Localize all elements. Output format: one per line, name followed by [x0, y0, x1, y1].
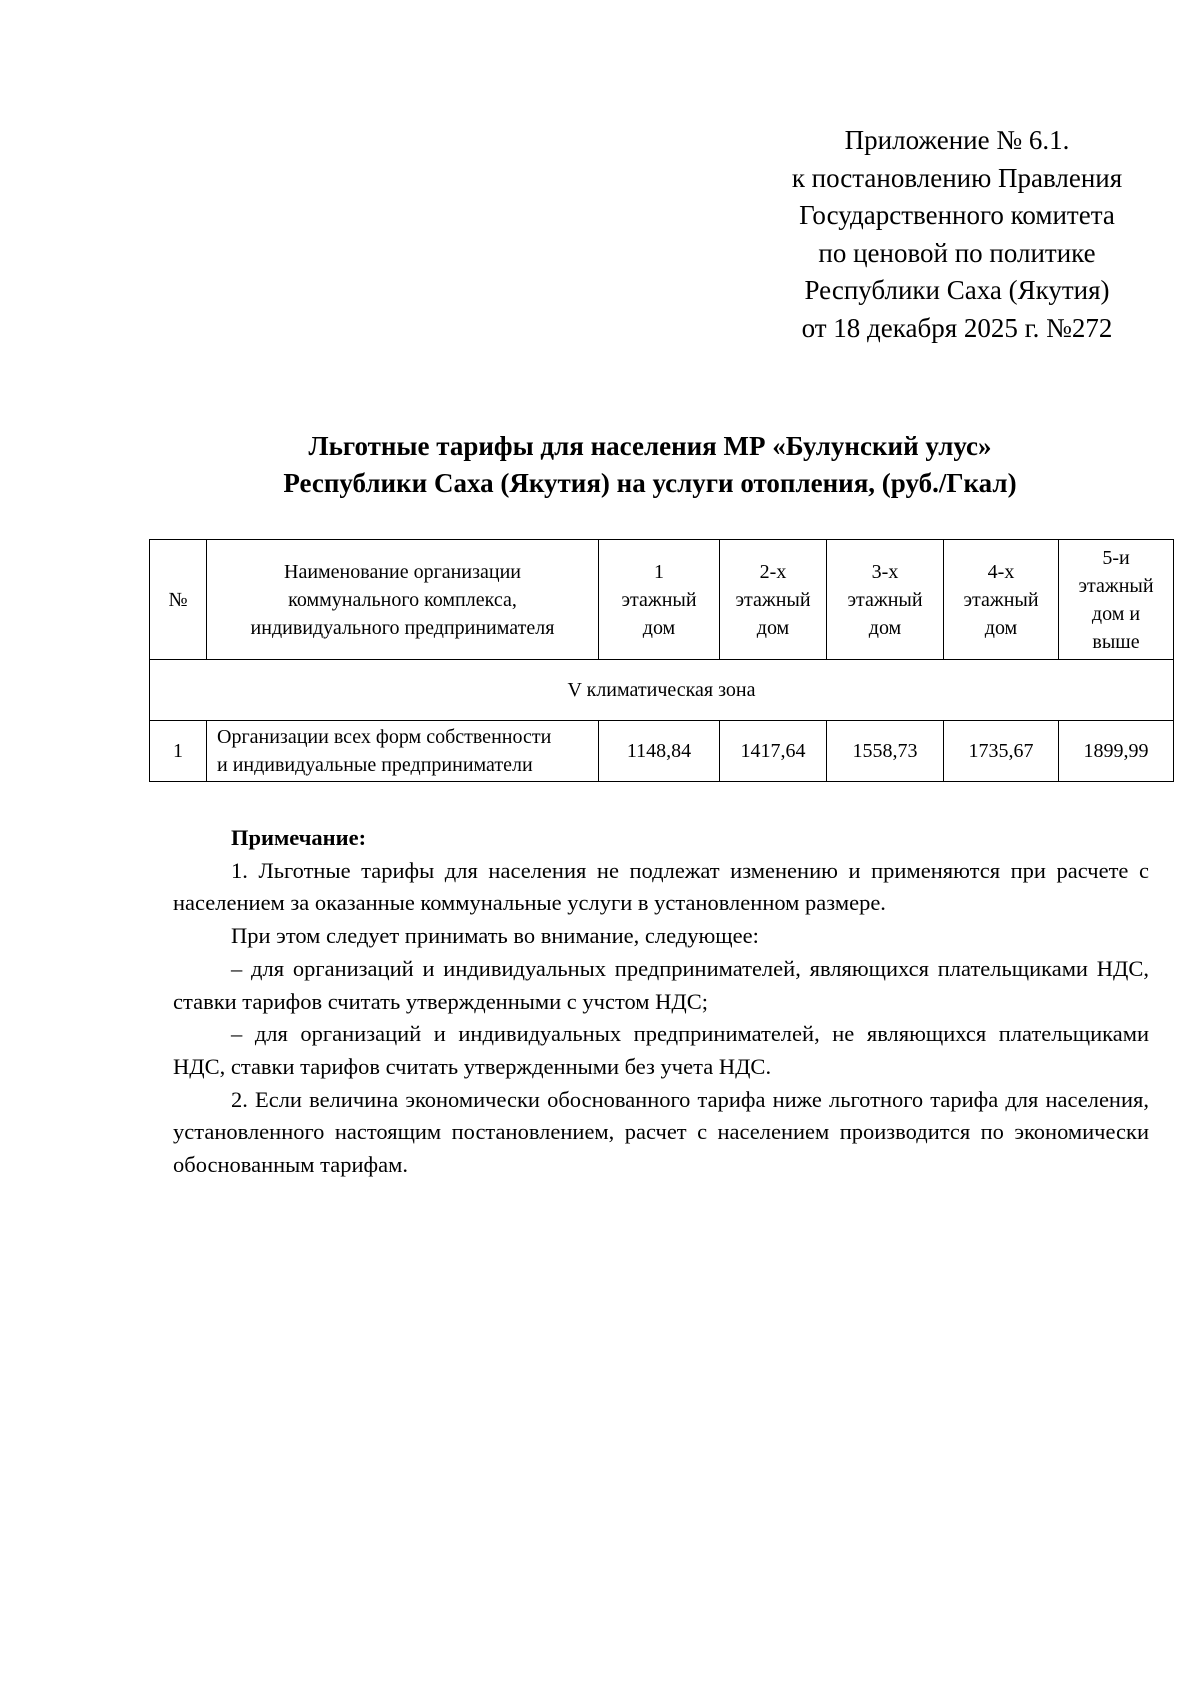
header-text: этажный: [963, 588, 1039, 611]
header-text: 5-и: [1102, 546, 1130, 569]
header-text: коммунального комплекса,: [288, 588, 517, 611]
header-floor-4: [944, 540, 1059, 660]
header-text: 1: [654, 560, 664, 583]
table-header-row: [150, 540, 1174, 660]
header-text: дом и: [1091, 602, 1141, 625]
appendix-line: от 18 декабря 2025 г. №272: [801, 312, 1113, 343]
header-floor-5: [1059, 540, 1174, 660]
document-title: [150, 428, 1150, 502]
notes-heading: Примечание:: [231, 825, 367, 850]
header-text: этажный: [847, 588, 923, 611]
header-number: №: [150, 540, 207, 660]
notes-section: [173, 822, 1149, 1182]
tariff-table: [149, 539, 1174, 782]
header-text: дом: [868, 616, 902, 639]
row-number: 1: [150, 721, 207, 782]
header-floor-2: [720, 540, 827, 660]
cell-text: и индивидуальные предприниматели: [217, 754, 533, 776]
appendix-header: [762, 122, 1152, 347]
table-row: [150, 721, 1174, 782]
header-text: этажный: [1078, 574, 1154, 597]
appendix-line: по ценовой по политике: [818, 237, 1096, 268]
header-text: индивидуального предпринимателя: [250, 616, 555, 639]
header-text: 3-х: [871, 560, 899, 583]
row-floor-5-value: 1899,99: [1059, 721, 1174, 782]
note-paragraph: – для организаций и индивидуальных предпринимателей, не являющихся плательщиками НДС, ставки тарифов считать утвержденными без учета НДС.: [173, 1021, 1149, 1079]
note-paragraph: 2. Если величина экономически обоснованного тарифа ниже льготного тарифа для населения, установленного настоящим постановлением, расчет с населением производится по экономически обоснованным тарифам.: [173, 1086, 1149, 1178]
row-organization: [207, 721, 599, 782]
appendix-line: Республики Саха (Якутия): [804, 275, 1110, 305]
header-text: дом: [984, 616, 1018, 639]
row-floor-3-value: 1558,73: [827, 721, 944, 782]
header-text: 2-х: [759, 560, 787, 583]
header-text: дом: [756, 616, 790, 639]
title-line: Республики Саха (Якутия) на услуги отопления, (руб./Гкал): [283, 468, 1017, 498]
header-text: 4-х: [987, 560, 1015, 583]
title-line: Льготные тарифы для населения МР «Булунский улус»: [308, 431, 992, 461]
header-organization: [207, 540, 599, 660]
header-text: этажный: [735, 588, 811, 611]
appendix-line: к постановлению Правления: [791, 162, 1123, 193]
table-zone-row: [150, 660, 1174, 721]
climate-zone-label: V климатическая зона: [150, 660, 1174, 721]
header-text: выше: [1092, 630, 1140, 653]
header-floor-3: [827, 540, 944, 660]
cell-text: Организации всех форм собственности: [217, 726, 552, 748]
note-paragraph: – для организаций и индивидуальных предпринимателей, являющихся плательщиками НДС, ставки тарифов считать утвержденными с учстом НДС;: [173, 955, 1149, 1014]
header-text: дом: [642, 616, 676, 639]
header-text: Наименование организации: [284, 560, 521, 583]
row-floor-4-value: 1735,67: [944, 721, 1059, 782]
header-floor-1: [599, 540, 720, 660]
note-paragraph: При этом следует принимать во внимание, следующее:: [231, 923, 759, 949]
appendix-line: Государственного комитета: [799, 200, 1115, 230]
header-text: этажный: [621, 588, 697, 611]
note-paragraph: 1. Льготные тарифы для населения не подлежат изменению и применяются при расчете с населением за оказанные коммунальные услуги в установленном размере.: [173, 857, 1149, 916]
appendix-line: Приложение № 6.1.: [844, 125, 1070, 155]
row-floor-1-value: 1148,84: [599, 721, 720, 782]
row-floor-2-value: 1417,64: [720, 721, 827, 782]
